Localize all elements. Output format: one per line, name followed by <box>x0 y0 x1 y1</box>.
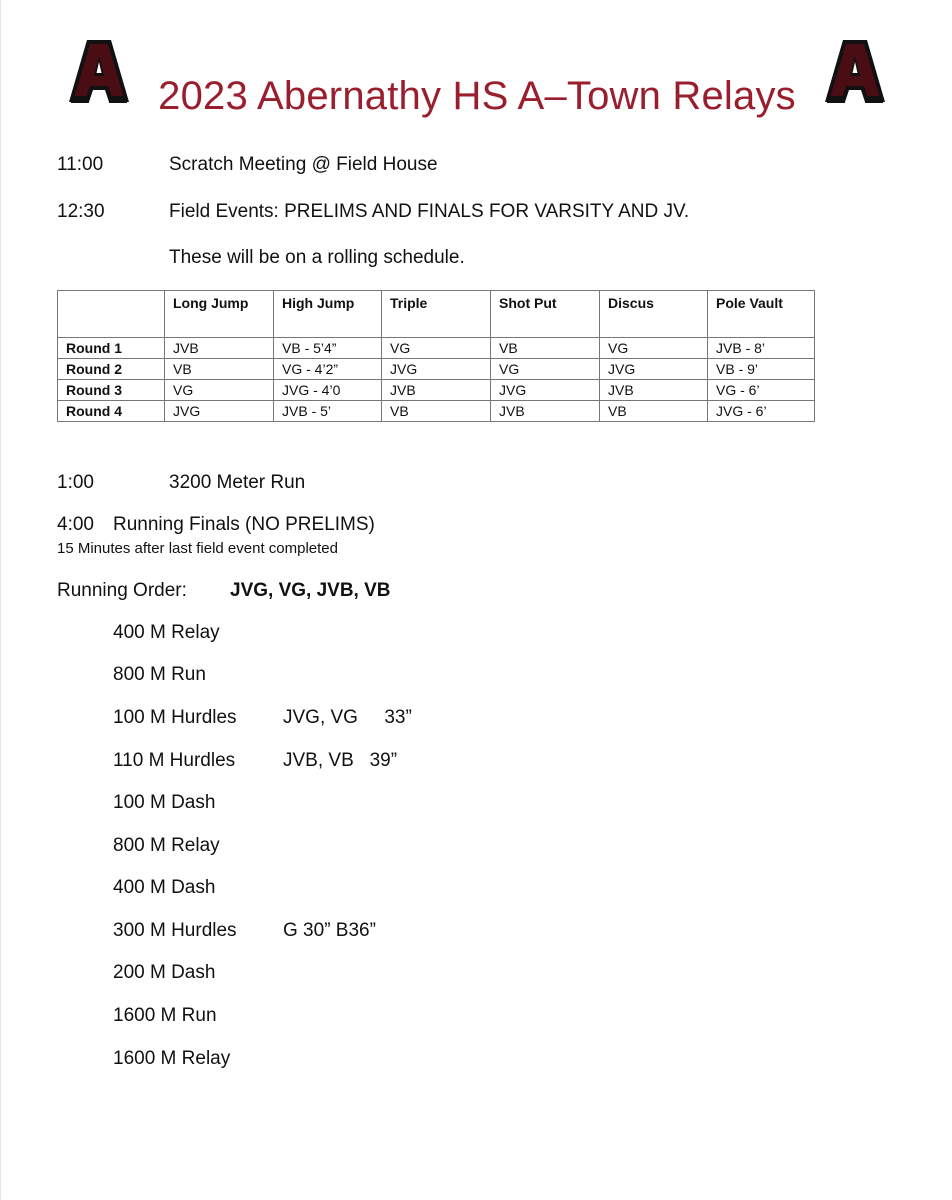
running-finals-note: 15 Minutes after last field event completed <box>57 540 338 557</box>
event-name: 1600 M Relay <box>113 1048 231 1069</box>
table-cell: VG <box>165 380 274 401</box>
table-cell: JVB - 5’ <box>274 401 382 422</box>
event-name: 400 M Relay <box>113 622 220 643</box>
schedule-text: Running Finals (NO PRELIMS) <box>113 514 375 535</box>
round-label: Round 4 <box>58 401 165 422</box>
table-cell: JVB <box>165 338 274 359</box>
table-row <box>58 401 815 422</box>
table-header-cell: Pole Vault <box>708 291 815 338</box>
table-header-row <box>58 291 815 338</box>
event-name: 110 M Hurdles <box>113 750 236 771</box>
time-label: 12:30 <box>57 201 105 222</box>
round-label: Round 2 <box>58 359 165 380</box>
table-header-cell: Shot Put <box>491 291 600 338</box>
table-cell: VG - 6’ <box>708 380 815 401</box>
event-name: 100 M Dash <box>113 792 216 813</box>
round-label: Round 1 <box>58 338 165 359</box>
table-header-cell <box>58 291 165 338</box>
table-cell: VB <box>165 359 274 380</box>
time-label: 11:00 <box>57 154 104 175</box>
table-cell: VG <box>382 338 491 359</box>
table-header-cell: Discus <box>600 291 708 338</box>
table-cell: VB <box>382 401 491 422</box>
page-title-text: 2023 Abernathy HS A–Town Relays <box>158 74 796 118</box>
table-cell: JVB <box>491 401 600 422</box>
table-cell: JVG <box>165 401 274 422</box>
running-order-value: JVG, VG, JVB, VB <box>230 580 391 601</box>
event-name: 300 M Hurdles <box>113 920 237 941</box>
event-name: 800 M Relay <box>113 835 220 856</box>
event-note: JVG, VG 33” <box>283 707 412 728</box>
event-name: 200 M Dash <box>113 962 216 983</box>
table-cell: VB - 5’4” <box>274 338 382 359</box>
running-order-label: Running Order: <box>57 580 187 601</box>
table-row <box>58 380 815 401</box>
event-name: 100 M Hurdles <box>113 707 237 728</box>
schedule-text: Field Events: PRELIMS AND FINALS FOR VARSITY AND JV. <box>169 201 690 222</box>
table-header-cell: Triple <box>382 291 491 338</box>
event-name: 400 M Dash <box>113 877 216 898</box>
table-cell: VB <box>491 338 600 359</box>
table-cell: JVG - 6’ <box>708 401 815 422</box>
event-note: JVB, VB 39” <box>283 750 398 771</box>
round-label: Round 3 <box>58 380 165 401</box>
table-cell: JVG - 4’0 <box>274 380 382 401</box>
event-note: G 30” B36” <box>283 920 376 941</box>
table-cell: JVG <box>600 359 708 380</box>
table-cell: VB - 9’ <box>708 359 815 380</box>
table-cell: VG <box>600 338 708 359</box>
table-row <box>58 338 815 359</box>
time-label: 4:00 <box>57 514 94 535</box>
event-name: 1600 M Run <box>113 1005 217 1026</box>
schedule-text: 3200 Meter Run <box>169 472 306 493</box>
schedule-text: Scratch Meeting @ Field House <box>169 154 438 175</box>
table-cell: JVG <box>382 359 491 380</box>
table-cell: JVB <box>382 380 491 401</box>
table-header-cell: High Jump <box>274 291 382 338</box>
table-cell: JVB <box>600 380 708 401</box>
page-title <box>1 74 952 119</box>
table-cell: JVG <box>491 380 600 401</box>
table-cell: JVB - 8’ <box>708 338 815 359</box>
time-label: 1:00 <box>57 472 94 493</box>
field-events-table <box>57 290 815 422</box>
table-row <box>58 359 815 380</box>
table-cell: VG - 4’2” <box>274 359 382 380</box>
table-cell: VG <box>491 359 600 380</box>
table-cell: VB <box>600 401 708 422</box>
table-header-cell: Long Jump <box>165 291 274 338</box>
event-name: 800 M Run <box>113 664 206 685</box>
rolling-note: These will be on a rolling schedule. <box>169 247 465 268</box>
